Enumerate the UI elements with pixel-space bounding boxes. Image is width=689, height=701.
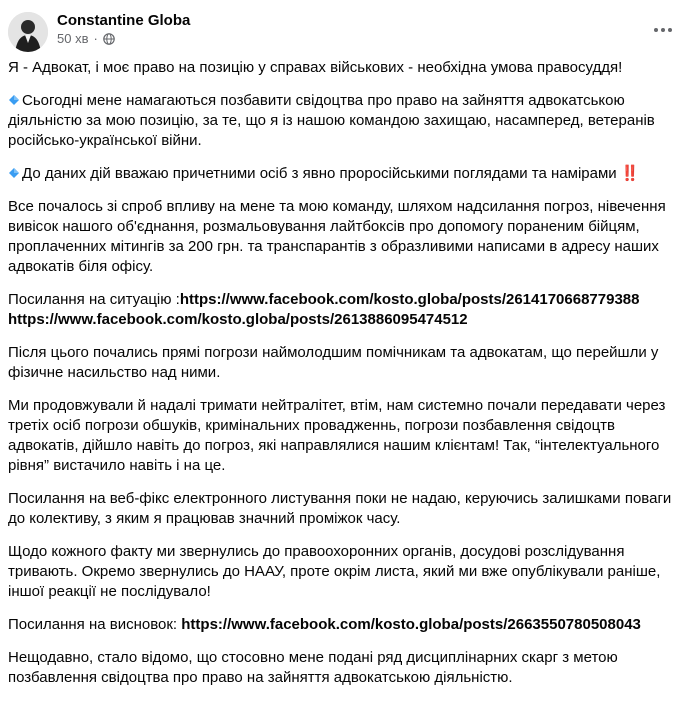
post-timestamp[interactable]: 50 хв xyxy=(57,31,89,46)
small-blue-diamond-icon xyxy=(8,167,20,179)
conclusion-link-label: Посилання на висновок: xyxy=(8,616,182,633)
globe-icon[interactable] xyxy=(103,33,115,45)
paragraph-3 xyxy=(8,164,684,184)
double-exclamation-emoji: ‼️ xyxy=(620,165,638,182)
more-options-button[interactable] xyxy=(645,12,681,48)
situation-links-label: Посилання на ситуацію : xyxy=(8,291,180,308)
avatar-image xyxy=(8,12,48,52)
paragraph-5 xyxy=(8,290,684,330)
post-body xyxy=(8,58,684,701)
paragraph-11: Нещодавно, стало відомо, що стосовно мене подані ряд дисциплінарних скарг з метою позбавлення свідоцтва про право на зайняття адвокатською діяльністю. xyxy=(8,649,618,686)
paragraph-8: Посилання на веб-фікс електронного листування поки не надаю, керуючись залишками поваги до колективу, з яким я працював значний проміжок часу. xyxy=(8,490,672,527)
paragraph-3-text: До даних дій вважаю причетними осіб з явно проросійськими поглядами та намірами xyxy=(22,165,617,182)
situation-link-1[interactable]: https://www.facebook.com/kosto.globa/posts/2614170668779388 xyxy=(179,291,640,308)
author-avatar[interactable] xyxy=(8,12,48,52)
author-name[interactable]: Constantine Globa xyxy=(57,12,191,29)
post-meta xyxy=(57,31,115,46)
situation-link-2[interactable]: https://www.facebook.com/kosto.globa/posts/2613886095474512 xyxy=(8,311,468,328)
more-options-icon xyxy=(653,27,673,33)
paragraph-7: Ми продовжували й надалі тримати нейтралітет, втім, нам системно почали передавати через третіх осіб погрози обшуків, кримінальних провадженнь, погрози позбавлення свідоцтв адвокатів, дійшло навіть до погроз, які направлялися нашим клієнтам! Так, “інтелектуального рівня” вистачило навіть і на це. xyxy=(8,397,666,474)
paragraph-4: Все почалось зі спроб впливу на мене та мою команду, шляхом надсилання погроз, нівечення вивісок нашого об'єднання, розмальовування лайтбоксів про допомогу пораненим бійцям, проплаченних мітингів за 200 грн. та транспарантів з образливими написами в адресу наших адвокатів біля офісу. xyxy=(8,198,666,275)
meta-separator: · xyxy=(93,31,98,46)
post-header xyxy=(0,0,689,60)
paragraph-2 xyxy=(8,91,684,151)
small-blue-diamond-icon xyxy=(8,94,20,106)
paragraph-1: Я - Адвокат, і моє право на позицію у справах військових - необхідна умова правосуддя! xyxy=(8,59,623,76)
paragraph-10 xyxy=(8,615,684,635)
paragraph-9: Щодо кожного факту ми звернулись до правоохоронних органів, досудові розслідування тривають. Окремо звернулись до НААУ, проте окрім листа, який ми вже опублікували раніше, іншої реакції не послідувало! xyxy=(8,543,661,600)
paragraph-2-text: Сьогодні мене намагаються позбавити свідоцтва про право на зайняття адвокатською діяльністю за мою позицію, за те, що я із нашою командою захищаю, насамперед, ветеранів російсько-української війни. xyxy=(8,92,655,149)
conclusion-link[interactable]: https://www.facebook.com/kosto.globa/posts/2663550780508043 xyxy=(181,616,641,633)
paragraph-6: Після цього почались прямі погрози наймолодшим помічникам та адвокатам, що перейшли у фізичне насильство над ними. xyxy=(8,344,659,381)
